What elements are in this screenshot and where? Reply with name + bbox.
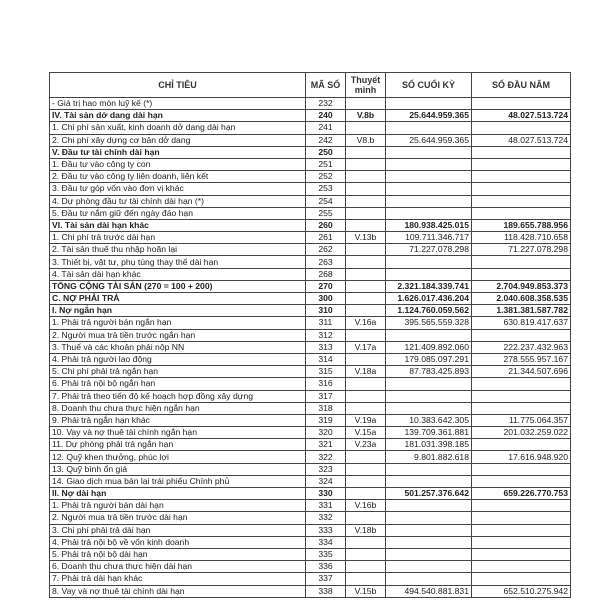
row-note: V.16b <box>346 500 386 512</box>
row-label: 4. Phải trả người lao động <box>50 353 306 365</box>
table-row <box>50 585 571 597</box>
row-label: 13. Quỹ bình ổn giá <box>50 463 306 475</box>
row-start-value <box>472 146 571 158</box>
row-end-value <box>386 463 472 475</box>
row-end-value: 1.124.760.059.562 <box>386 305 472 317</box>
table-row <box>50 512 571 524</box>
row-start-value <box>472 573 571 585</box>
row-end-value: 10.383.642.305 <box>386 414 472 426</box>
row-code: 315 <box>306 366 346 378</box>
row-note <box>346 329 386 341</box>
row-label: V. Đầu tư tài chính dài hạn <box>50 146 306 158</box>
row-label: 3. Thiết bị, vật tư, phụ tùng thay thế dài hạn <box>50 256 306 268</box>
row-start-value: 222.237.432.963 <box>472 341 571 353</box>
row-end-value <box>386 329 472 341</box>
row-code: 330 <box>306 488 346 500</box>
row-note: V.16a <box>346 317 386 329</box>
table-row <box>50 158 571 170</box>
row-note: V.13b <box>346 232 386 244</box>
header-row <box>50 73 571 98</box>
row-code: 313 <box>306 341 346 353</box>
row-code: 300 <box>306 293 346 305</box>
table-row <box>50 414 571 426</box>
row-code: 252 <box>306 171 346 183</box>
row-code: 337 <box>306 573 346 585</box>
row-code: 336 <box>306 561 346 573</box>
row-start-value <box>472 475 571 487</box>
row-start-value <box>472 561 571 573</box>
row-end-value: 181.031.398.185 <box>386 439 472 451</box>
row-code: 232 <box>306 98 346 110</box>
row-note <box>346 122 386 134</box>
row-start-value: 659.226.770.753 <box>472 488 571 500</box>
row-code: 262 <box>306 244 346 256</box>
row-start-value <box>472 439 571 451</box>
row-label: TỔNG CỘNG TÀI SẢN (270 = 100 + 200) <box>50 280 306 292</box>
row-note <box>346 293 386 305</box>
row-label: 1. Chi phí sản xuất, kinh doanh dở dang dài hạn <box>50 122 306 134</box>
table-row <box>50 256 571 268</box>
row-end-value <box>386 500 472 512</box>
row-code: 254 <box>306 195 346 207</box>
row-code: 263 <box>306 256 346 268</box>
row-label: 6. Phải trả nội bộ ngắn hạn <box>50 378 306 390</box>
row-code: 314 <box>306 353 346 365</box>
row-label: 1. Phải trả người bán ngắn hạn <box>50 317 306 329</box>
table-row <box>50 219 571 231</box>
row-label: 4. Phải trả nội bộ về vốn kinh doanh <box>50 536 306 548</box>
row-note <box>346 146 386 158</box>
header-so-cuoi-ky: SỐ CUỐI KỲ <box>386 73 472 98</box>
row-end-value <box>386 268 472 280</box>
table-row <box>50 488 571 500</box>
row-label: 1. Chi phí trả trước dài hạn <box>50 232 306 244</box>
table-row <box>50 317 571 329</box>
row-end-value: 2.321.184.339.741 <box>386 280 472 292</box>
row-start-value: 71.227.078.298 <box>472 244 571 256</box>
table-row <box>50 122 571 134</box>
table-row <box>50 573 571 585</box>
row-note <box>346 390 386 402</box>
row-start-value: 201.032.259.022 <box>472 427 571 439</box>
row-code: 338 <box>306 585 346 597</box>
row-label: 6. Doanh thu chưa thực hiện dài hạn <box>50 561 306 573</box>
table-row <box>50 110 571 122</box>
header-chi-tieu: CHỈ TIÊU <box>50 73 306 98</box>
row-note <box>346 561 386 573</box>
row-label: 9. Phải trả ngắn hạn khác <box>50 414 306 426</box>
row-end-value: 71.227.078.298 <box>386 244 472 256</box>
row-note <box>346 475 386 487</box>
row-note: V8.b <box>346 134 386 146</box>
row-start-value: 652.510.275.942 <box>472 585 571 597</box>
row-code: 311 <box>306 317 346 329</box>
table-row <box>50 536 571 548</box>
row-code: 253 <box>306 183 346 195</box>
table-row <box>50 353 571 365</box>
row-start-value: 48.027.513.724 <box>472 134 571 146</box>
row-start-value: 2.704.949.853.373 <box>472 280 571 292</box>
row-end-value <box>386 573 472 585</box>
table-row <box>50 244 571 256</box>
row-label: 10. Vay và nợ thuê tài chính ngắn hạn <box>50 427 306 439</box>
row-end-value <box>386 183 472 195</box>
row-note: V.19a <box>346 414 386 426</box>
row-note <box>346 219 386 231</box>
row-label: 12. Quỹ khen thưởng, phúc lợi <box>50 451 306 463</box>
row-end-value <box>386 171 472 183</box>
row-start-value <box>472 524 571 536</box>
row-start-value <box>472 500 571 512</box>
row-note <box>346 244 386 256</box>
row-label: 5. Chi phí phải trả ngắn hạn <box>50 366 306 378</box>
row-end-value: 1.626.017.436.204 <box>386 293 472 305</box>
table-row <box>50 378 571 390</box>
row-start-value <box>472 536 571 548</box>
row-code: 323 <box>306 463 346 475</box>
row-start-value <box>472 463 571 475</box>
row-end-value: 139.709.361.881 <box>386 427 472 439</box>
row-note <box>346 98 386 110</box>
table-row <box>50 305 571 317</box>
row-code: 268 <box>306 268 346 280</box>
row-code: 331 <box>306 500 346 512</box>
row-code: 317 <box>306 390 346 402</box>
row-label: 3. Thuế và các khoản phải nộp NN <box>50 341 306 353</box>
row-label: 5. Đầu tư nắm giữ đến ngày đáo hạn <box>50 207 306 219</box>
row-label: 8. Vay và nợ thuê tài chính dài hạn <box>50 585 306 597</box>
row-end-value <box>386 390 472 402</box>
row-end-value <box>386 256 472 268</box>
row-code: 312 <box>306 329 346 341</box>
row-start-value: 21.344.507.696 <box>472 366 571 378</box>
table-row <box>50 548 571 560</box>
table-row <box>50 439 571 451</box>
table-row <box>50 366 571 378</box>
row-note: V.15b <box>346 585 386 597</box>
row-note <box>346 158 386 170</box>
row-start-value <box>472 548 571 560</box>
row-code: 250 <box>306 146 346 158</box>
table-row <box>50 475 571 487</box>
table-row <box>50 402 571 414</box>
row-note: V.18a <box>346 366 386 378</box>
row-code: 251 <box>306 158 346 170</box>
row-end-value: 9.801.882.618 <box>386 451 472 463</box>
row-start-value <box>472 122 571 134</box>
row-code: 322 <box>306 451 346 463</box>
row-label: I. Nợ ngắn hạn <box>50 305 306 317</box>
row-start-value: 2.040.608.358.535 <box>472 293 571 305</box>
row-label: 3. Đầu tư góp vốn vào đơn vị khác <box>50 183 306 195</box>
row-note <box>346 536 386 548</box>
row-note <box>346 183 386 195</box>
table-row <box>50 268 571 280</box>
row-label: 2. Chi phí xây dựng cơ bản dở dang <box>50 134 306 146</box>
row-end-value <box>386 98 472 110</box>
row-code: 333 <box>306 524 346 536</box>
table-row <box>50 207 571 219</box>
row-note <box>346 207 386 219</box>
row-code: 255 <box>306 207 346 219</box>
row-note <box>346 488 386 500</box>
row-label: VI. Tài sản dài hạn khác <box>50 219 306 231</box>
table-row <box>50 427 571 439</box>
row-code: 321 <box>306 439 346 451</box>
row-label: 2. Đầu tư vào công ty liên doanh, liên kết <box>50 171 306 183</box>
row-start-value <box>472 512 571 524</box>
row-start-value: 278.555.957.167 <box>472 353 571 365</box>
header-ma-so: MÃ SỐ <box>306 73 346 98</box>
row-code: 260 <box>306 219 346 231</box>
row-label: 4. Dự phòng đầu tư tài chính dài hạn (*) <box>50 195 306 207</box>
row-start-value <box>472 158 571 170</box>
row-end-value <box>386 536 472 548</box>
table-row <box>50 293 571 305</box>
row-start-value <box>472 378 571 390</box>
row-end-value: 25.644.959.365 <box>386 110 472 122</box>
row-label: 2. Người mua trả tiền trước ngắn hạn <box>50 329 306 341</box>
row-end-value <box>386 561 472 573</box>
row-note <box>346 171 386 183</box>
row-note <box>346 195 386 207</box>
row-code: 320 <box>306 427 346 439</box>
row-end-value: 494.540.881.831 <box>386 585 472 597</box>
row-label: 5. Phải trả nội bộ dài hạn <box>50 548 306 560</box>
table-row <box>50 341 571 353</box>
row-code: 316 <box>306 378 346 390</box>
row-end-value <box>386 512 472 524</box>
row-code: 310 <box>306 305 346 317</box>
table-row <box>50 183 571 195</box>
row-label: 2. Tài sản thuế thu nhập hoãn lại <box>50 244 306 256</box>
row-start-value: 48.027.513.724 <box>472 110 571 122</box>
table-row <box>50 463 571 475</box>
row-label: IV. Tài sản dở dang dài hạn <box>50 110 306 122</box>
row-start-value <box>472 183 571 195</box>
row-label: 11. Dự phòng phải trả ngắn hạn <box>50 439 306 451</box>
row-code: 319 <box>306 414 346 426</box>
header-thuyet-minh: Thuyết minh <box>346 73 386 98</box>
row-start-value <box>472 195 571 207</box>
row-label: 7. Phải trả dài hạn khác <box>50 573 306 585</box>
row-end-value: 109.711.346.717 <box>386 232 472 244</box>
row-start-value <box>472 256 571 268</box>
table-row <box>50 451 571 463</box>
row-note <box>346 305 386 317</box>
row-start-value <box>472 268 571 280</box>
row-note <box>346 280 386 292</box>
balance-sheet-table <box>49 72 571 598</box>
row-note <box>346 353 386 365</box>
row-code: 240 <box>306 110 346 122</box>
table-row <box>50 329 571 341</box>
row-label: 8. Doanh thu chưa thực hiện ngắn hạn <box>50 402 306 414</box>
row-end-value <box>386 548 472 560</box>
table-row <box>50 524 571 536</box>
row-start-value <box>472 329 571 341</box>
row-end-value <box>386 475 472 487</box>
row-note <box>346 268 386 280</box>
row-end-value: 395.565.559.328 <box>386 317 472 329</box>
row-start-value <box>472 207 571 219</box>
row-end-value <box>386 207 472 219</box>
row-note <box>346 378 386 390</box>
row-end-value <box>386 146 472 158</box>
row-start-value: 11.775.064.357 <box>472 414 571 426</box>
row-start-value <box>472 402 571 414</box>
row-code: 270 <box>306 280 346 292</box>
row-code: 324 <box>306 475 346 487</box>
row-note <box>346 463 386 475</box>
row-end-value <box>386 378 472 390</box>
row-start-value <box>472 390 571 402</box>
table-row <box>50 561 571 573</box>
row-code: 242 <box>306 134 346 146</box>
row-code: 261 <box>306 232 346 244</box>
row-note: V.15a <box>346 427 386 439</box>
row-note <box>346 512 386 524</box>
row-label: 7. Phải trả theo tiến độ kế hoạch hợp đồng xây dựng <box>50 390 306 402</box>
row-label: - Giá trị hao mòn luỹ kế (*) <box>50 98 306 110</box>
table-row <box>50 390 571 402</box>
row-label: 1. Đầu tư vào công ty con <box>50 158 306 170</box>
row-end-value: 87.783.425.893 <box>386 366 472 378</box>
row-note <box>346 402 386 414</box>
row-start-value: 189.655.788.956 <box>472 219 571 231</box>
row-start-value: 1.381.381.587.782 <box>472 305 571 317</box>
table-row <box>50 171 571 183</box>
row-end-value <box>386 402 472 414</box>
row-code: 241 <box>306 122 346 134</box>
row-label: 3. Chi phí phải trả dài hạn <box>50 524 306 536</box>
table-row <box>50 500 571 512</box>
row-note <box>346 256 386 268</box>
row-label: 14. Giao dịch mua bán lại trái phiếu Chính phủ <box>50 475 306 487</box>
table-row <box>50 232 571 244</box>
row-start-value <box>472 98 571 110</box>
row-code: 332 <box>306 512 346 524</box>
table-row <box>50 98 571 110</box>
row-note: V.17a <box>346 341 386 353</box>
row-end-value: 121.409.892.060 <box>386 341 472 353</box>
row-label: 1. Phải trả người bán dài hạn <box>50 500 306 512</box>
row-code: 334 <box>306 536 346 548</box>
row-note <box>346 573 386 585</box>
table-row <box>50 146 571 158</box>
row-end-value <box>386 195 472 207</box>
row-code: 318 <box>306 402 346 414</box>
row-note: V.8b <box>346 110 386 122</box>
row-note <box>346 451 386 463</box>
table-row <box>50 195 571 207</box>
row-label: 2. Người mua trả tiền trước dài hạn <box>50 512 306 524</box>
row-note: V.23a <box>346 439 386 451</box>
row-label: 4. Tài sản dài hạn khác <box>50 268 306 280</box>
row-end-value <box>386 524 472 536</box>
table-row <box>50 280 571 292</box>
row-label: C. NỢ PHẢI TRẢ <box>50 293 306 305</box>
row-end-value: 25.644.959.365 <box>386 134 472 146</box>
header-so-dau-nam: SỐ ĐẦU NĂM <box>472 73 571 98</box>
row-end-value: 180.938.425.015 <box>386 219 472 231</box>
row-code: 335 <box>306 548 346 560</box>
row-end-value <box>386 158 472 170</box>
row-start-value: 17.616.948.920 <box>472 451 571 463</box>
row-start-value <box>472 171 571 183</box>
row-note: V.18b <box>346 524 386 536</box>
row-start-value: 630.819.417.637 <box>472 317 571 329</box>
row-note <box>346 548 386 560</box>
row-end-value <box>386 122 472 134</box>
table-row <box>50 134 571 146</box>
row-end-value: 179.085.097.291 <box>386 353 472 365</box>
row-label: II. Nợ dài hạn <box>50 488 306 500</box>
row-end-value: 501.257.376.642 <box>386 488 472 500</box>
row-start-value: 118.428.710.658 <box>472 232 571 244</box>
